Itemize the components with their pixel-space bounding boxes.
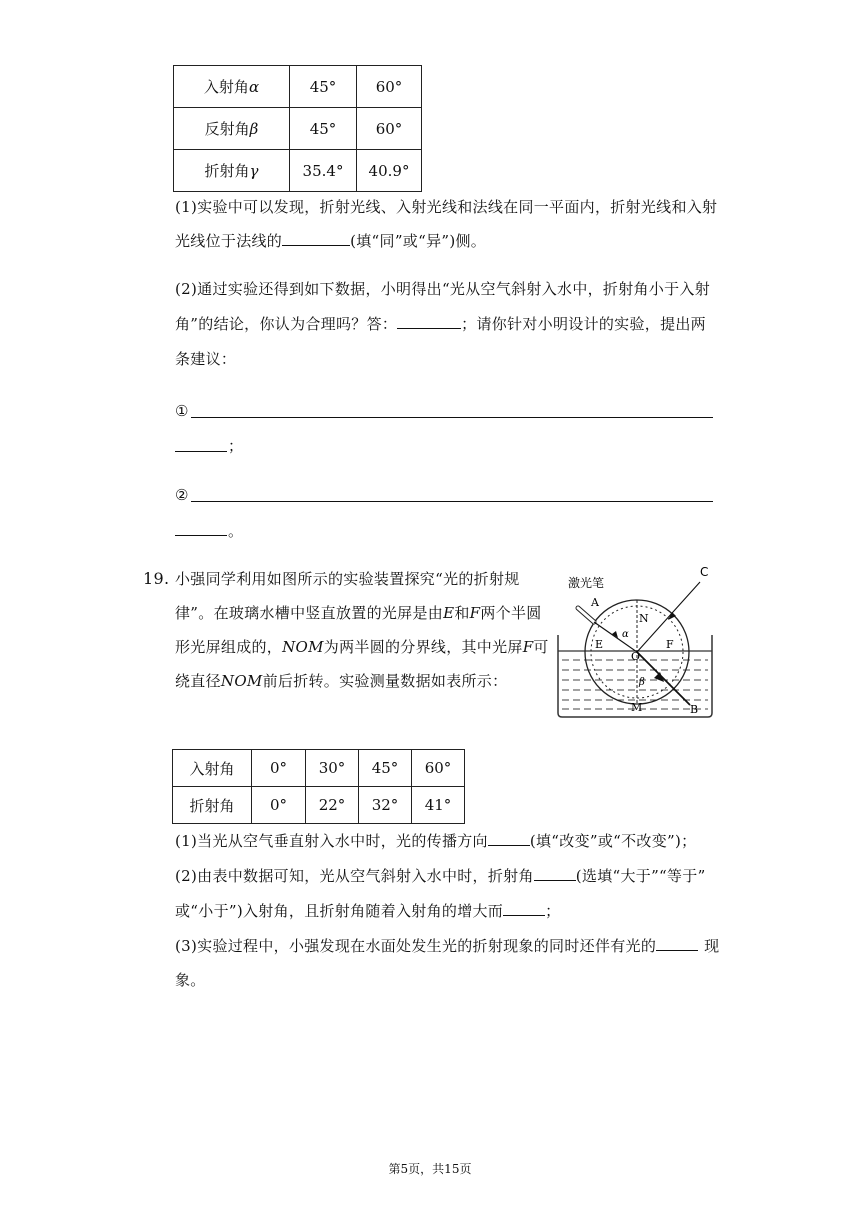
suggestion-1-mark: ①	[175, 402, 189, 420]
q19-part3-line2: 象。	[175, 971, 206, 989]
angle-table-2	[172, 749, 465, 824]
label-alpha: α	[622, 629, 629, 640]
answer-blank[interactable]	[503, 901, 545, 916]
q19-line4: 绕直径NOM前后折转。实验测量数据如表所示：	[175, 672, 508, 690]
q18-part1-line1: (1)实验中可以发现，折射光线、入射光线和法线在同一平面内，折射光线和入射	[175, 198, 718, 216]
refraction-apparatus-figure	[550, 560, 720, 720]
table-row: 入射角α 45° 60°	[174, 66, 422, 108]
label-M: M	[631, 701, 643, 714]
label-F: F	[666, 638, 674, 651]
q19-line2: 律”。在玻璃水槽中竖直放置的光屏是由E和F两个半圆	[175, 604, 542, 622]
answer-blank[interactable]	[488, 831, 530, 846]
suggestion-2-mark: ②	[175, 486, 189, 504]
q19-part1: (1)当光从空气垂直射入水中时，光的传播方向 (填“改变”或“不改变”)；	[175, 832, 697, 850]
answer-blank[interactable]	[656, 936, 698, 951]
suggestion-1-end: ；	[228, 437, 244, 455]
answer-blank[interactable]	[282, 231, 350, 246]
label-E: E	[595, 638, 604, 651]
angle-table-1	[173, 65, 422, 192]
answer-blank[interactable]	[397, 314, 461, 329]
q18-part2-line1: (2)通过实验还得到如下数据，小明得出“光从空气斜射入水中，折射角小于入射	[175, 280, 711, 298]
table-row: 入射角 0° 30° 45° 60°	[173, 750, 465, 787]
q19-line1: 小强同学利用如图所示的实验装置探究“光的折射规	[175, 570, 520, 588]
label-beta: β	[639, 677, 645, 688]
laser-label: 激光笔	[568, 576, 605, 590]
label-B: B	[690, 703, 699, 716]
q19-part2-line2: 或“小于”)入射角，且折射角随着入射角的增大而 ；	[175, 902, 561, 920]
label-C: C	[700, 565, 709, 579]
suggestion-2-blank-cont[interactable]	[175, 535, 227, 536]
laser-pen-icon	[578, 608, 594, 622]
answer-blank[interactable]	[534, 866, 576, 881]
table-row: 反射角β 45° 60°	[174, 108, 422, 150]
q18-part2-line3: 条建议：	[175, 350, 237, 368]
q18-part1-line2: 光线位于法线的 (填“同”或“异”)侧。	[175, 232, 487, 250]
q19-part3-line1: (3)实验过程中，小强发现在水面处发生光的折射现象的同时还伴有光的 现	[175, 937, 720, 955]
label-O: O	[631, 650, 641, 663]
table-row: 折射角γ 35.4° 40.9°	[174, 150, 422, 192]
q18-part2-line2: 角”的结论，你认为合理吗？答： ；请你针对小明设计的实验，提出两	[175, 315, 706, 333]
suggestion-1-blank-cont[interactable]	[175, 451, 227, 452]
page-footer: 第5页，共15页	[388, 1162, 472, 1176]
suggestion-2-end: 。	[228, 522, 244, 540]
suggestion-1-blank[interactable]	[191, 417, 713, 418]
q19-line3: 形光屏组成的，NOM为两半圆的分界线，其中光屏F可	[175, 638, 549, 656]
question-number: 19.	[143, 569, 170, 588]
table-row: 折射角 0° 22° 32° 41°	[173, 787, 465, 824]
suggestion-2-blank[interactable]	[191, 501, 713, 502]
q19-part2-line1: (2)由表中数据可知，光从空气斜射入水中时，折射角 (选填“大于”“等于”	[175, 867, 706, 885]
label-N: N	[639, 612, 649, 625]
label-A: A	[591, 596, 599, 609]
